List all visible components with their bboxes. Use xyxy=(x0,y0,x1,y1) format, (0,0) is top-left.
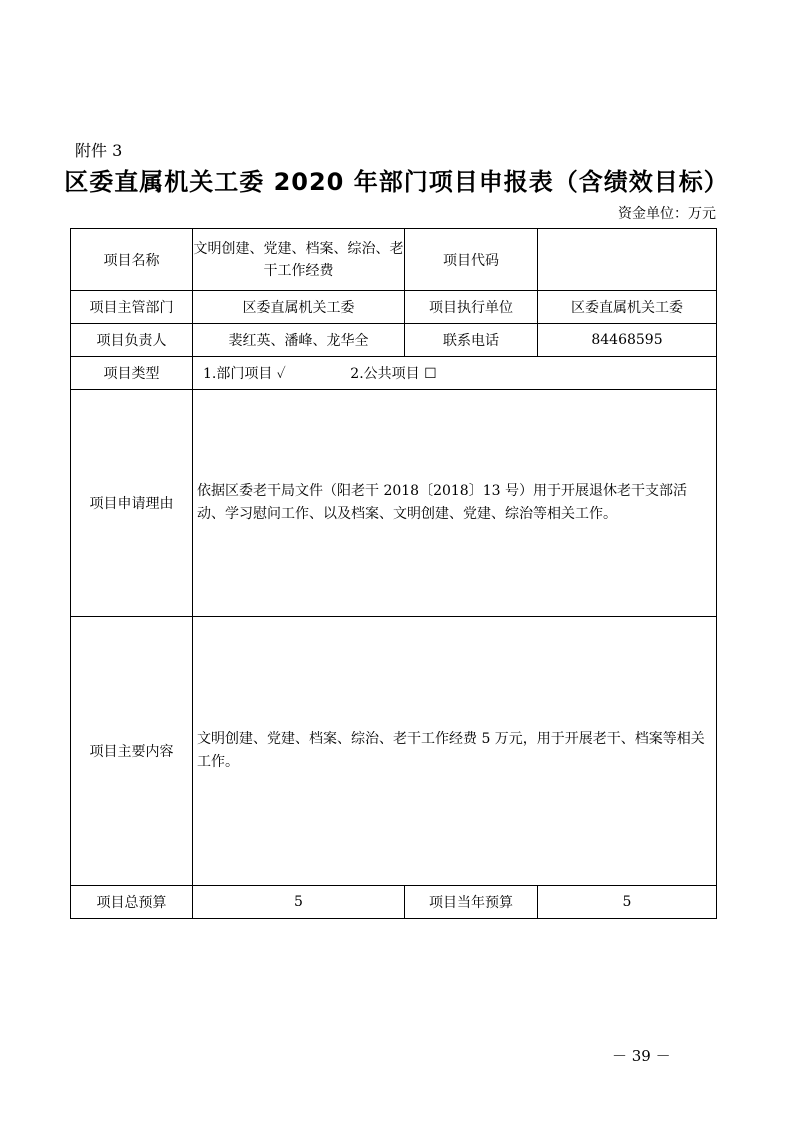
dept-label: 项目主管部门 xyxy=(71,291,193,324)
reason-value: 依据区委老干局文件（阳老干 2018〔2018〕13 号）用于开展退休老干支部活动、学习慰问工作、以及档案、文明创建、党建、综治等相关工作。 xyxy=(193,390,717,617)
application-form-table xyxy=(70,228,717,919)
unit-label: 资金单位：万元 xyxy=(618,206,716,222)
type-label: 项目类型 xyxy=(71,357,193,390)
year-budget-label: 项目当年预算 xyxy=(405,886,538,919)
project-code-value xyxy=(538,229,717,291)
project-code-label: 项目代码 xyxy=(405,229,538,291)
owner-value: 裴红英、潘峰、龙华全 xyxy=(193,324,405,357)
type-option-department: 1.部门项目 ✓ xyxy=(203,366,286,382)
table-row xyxy=(71,886,717,919)
attachment-label: 附件 3 xyxy=(75,141,123,160)
project-name-value: 文明创建、党建、档案、综治、老干工作经费 xyxy=(193,229,405,291)
table-row xyxy=(71,324,717,357)
type-options xyxy=(193,357,717,390)
table-row xyxy=(71,617,717,886)
page-number: － 39 － xyxy=(612,1047,671,1065)
content-value: 文明创建、党建、档案、综治、老干工作经费 5 万元，用于开展老干、档案等相关工作。 xyxy=(193,617,717,886)
page-title: 区委直属机关工委 2020 年部门项目申报表（含绩效目标） xyxy=(64,168,729,196)
project-name-label: 项目名称 xyxy=(71,229,193,291)
dept-value: 区委直属机关工委 xyxy=(193,291,405,324)
table-row xyxy=(71,229,717,291)
reason-label: 项目申请理由 xyxy=(71,390,193,617)
exec-unit-value: 区委直属机关工委 xyxy=(538,291,717,324)
type-option-public: 2.公共项目 ☐ xyxy=(350,366,437,382)
exec-unit-label: 项目执行单位 xyxy=(405,291,538,324)
content-label: 项目主要内容 xyxy=(71,617,193,886)
year-budget-value: 5 xyxy=(538,886,717,919)
table-row xyxy=(71,291,717,324)
total-budget-label: 项目总预算 xyxy=(71,886,193,919)
total-budget-value: 5 xyxy=(193,886,405,919)
table-row xyxy=(71,390,717,617)
phone-value: 84468595 xyxy=(538,324,717,357)
owner-label: 项目负责人 xyxy=(71,324,193,357)
table-row xyxy=(71,357,717,390)
phone-label: 联系电话 xyxy=(405,324,538,357)
